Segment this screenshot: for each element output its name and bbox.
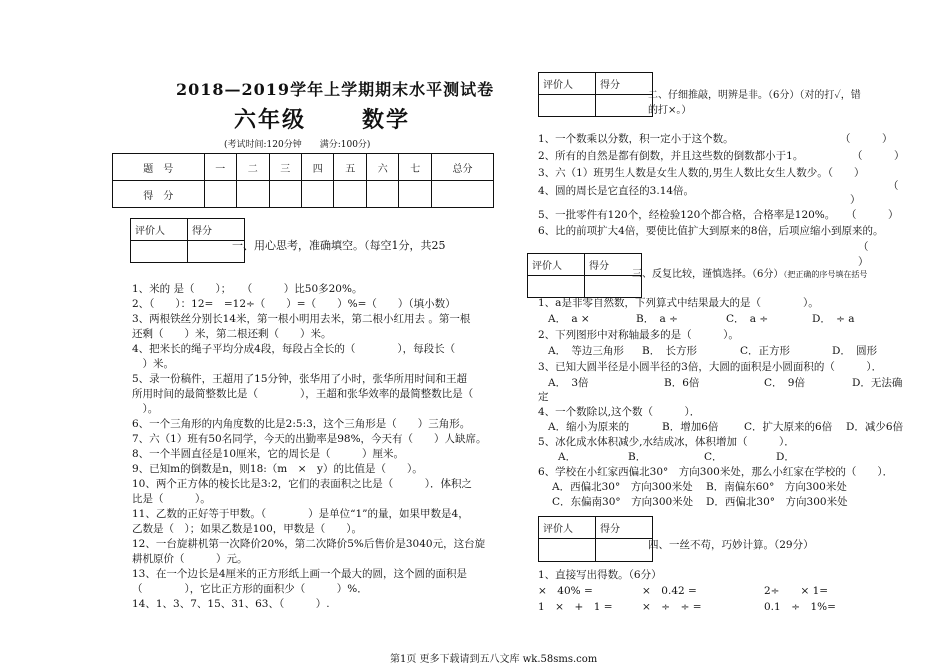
section3-heading — [632, 267, 867, 282]
score-header-cell: 三 — [269, 154, 301, 181]
score-entry-cell — [596, 539, 653, 562]
question-line: 8、一个半圆直径是10厘米，它的周长是（ ）厘米。 — [132, 448, 405, 460]
answer-paren[interactable]: （ ） — [846, 209, 899, 221]
judge-line: 6、比的前项扩大4倍，要使比值扩大到原来的8倍，后项应缩小到原来的。 — [538, 225, 884, 237]
option-a: A． 3倍 — [548, 377, 589, 389]
score-row-label: 得 分 — [113, 181, 205, 208]
exam-title: 2018—2019学年上学期期末水平测试卷 — [176, 80, 495, 99]
score-label: 得分 — [596, 73, 653, 95]
score-entry-cell — [596, 95, 653, 117]
option-b: B．6倍 — [664, 377, 700, 389]
question-line: 4、把米长的绳子平均分成4段，每段占全长的（ ），每段长（ — [132, 343, 456, 355]
section2-heading: 二、仔细推敲，明辨是非。（6分）（对的打✓，错 — [648, 90, 861, 101]
option-a: A． — [558, 451, 577, 463]
option-b: B．增加6倍 — [662, 421, 719, 433]
calc-item: × 0.42 = — [642, 585, 697, 597]
calc-item: × 40% = — [538, 585, 593, 597]
option-d: D． — [776, 451, 795, 463]
section3-heading-text: 三、反复比较，谨慎选择。（6分） — [632, 269, 784, 280]
option-b: B． 长方形 — [642, 345, 697, 357]
option-c: C．正方形 — [740, 345, 791, 357]
question-line: 5、录一份稿件，王超用了15分钟，张华用了小时，张华所用时间和王超 — [132, 373, 468, 385]
question-line: 乙数是（ ）；如果乙数是100，甲数是（ ）。 — [132, 523, 363, 535]
evaluator-cell — [539, 539, 596, 562]
option-a: A． 等边三角形 — [548, 345, 624, 357]
judge-line: 3、六（1）班男生人数是女生人数的,男生人数比女生人数少。（ ） — [538, 167, 865, 179]
section1-heading: 一、用心思考，准确填空。（每空1分，共25 — [232, 239, 446, 252]
question-line: 14、1、3、7、15、31、63、（ ）. — [132, 598, 330, 610]
question-line: ）米。 — [132, 358, 174, 370]
eval-box-1 — [130, 218, 245, 263]
question-line: 7、六（1）班有50名同学，今天的出勤率是98%，今天有（ ）人缺席。 — [132, 433, 487, 445]
option-c: C． — [704, 451, 723, 463]
question-line: 12、一台旋耕机第一次降价20%，第二次降价5%后售价是3040元，这台旋 — [132, 538, 486, 550]
option-a: A． a × — [548, 313, 590, 325]
evaluator-cell — [131, 241, 188, 263]
score-label: 得分 — [188, 219, 245, 241]
page-footer: 第1页 更多下载请到五八文库 wk.58sms.com — [390, 654, 598, 665]
option-b: B．南偏东60° 方向300米处 — [706, 481, 847, 493]
choice-question: 5、冰化成水体积减少,水结成冰，体积增加（ ）． — [538, 436, 795, 448]
option-d: D． 圆形 — [832, 345, 878, 357]
answer-paren[interactable]: ） — [858, 256, 869, 268]
score-cell — [431, 181, 493, 208]
choice-question: 2、下列图形中对称轴最多的是（ ）。 — [538, 329, 739, 341]
score-cell — [237, 181, 269, 208]
score-table — [112, 153, 494, 208]
score-cell — [399, 181, 431, 208]
answer-paren[interactable]: ） — [850, 194, 861, 206]
option-d: D．西偏北30° 方向300米处 — [706, 496, 848, 508]
subject-label: 数学 — [362, 107, 411, 133]
choice-question: 1、a是非零自然数，下列算式中结果最大的是（ ）。 — [538, 297, 819, 309]
calc-item: 0.1 ÷ 1%= — [764, 601, 836, 613]
judge-line: 1、一个数乘以分数，积一定小于这个数。 — [538, 133, 734, 145]
judge-line: 4、圆的周长是它直径的3.14倍。 — [538, 185, 695, 197]
score-header-cell: 四 — [302, 154, 334, 181]
score-header-cell: 五 — [334, 154, 366, 181]
answer-paren[interactable]: （ — [888, 180, 899, 192]
score-header-cell: 七 — [399, 154, 431, 181]
eval-box-3 — [527, 253, 642, 298]
evaluator-label: 评价人 — [539, 517, 596, 539]
question-line: 11、乙数的正好等于甲数。（ ）是单位“1”的量，如果甲数是4， — [132, 508, 469, 520]
option-d: D．无法确 — [852, 377, 903, 389]
answer-paren[interactable]: （ — [858, 241, 869, 253]
question-line: 13、在一个边长是4厘米的正方形纸上画一个最大的圆，这个圆的面积是 — [132, 568, 468, 580]
question-line: 6、一个三角形的内角度数的比是2:5:3，这个三角形是（ ）三角形。 — [132, 418, 471, 430]
score-label: 得分 — [585, 254, 642, 276]
option-c: C．东偏南30° 方向300米处 — [552, 496, 694, 508]
score-header-cell: 总分 — [431, 154, 493, 181]
evaluator-label: 评价人 — [131, 219, 188, 241]
question-line: 10、两个正方体的棱长比是3:2，它们的表面积之比是（ ）．体积之 — [132, 478, 473, 490]
section2-heading-cont: 的打×。） — [648, 105, 692, 116]
option-c: C． 9倍 — [764, 377, 805, 389]
answer-paren[interactable]: （ ） — [852, 150, 905, 162]
question-line: （ ），它比正方形的面积少（ ）%． — [132, 583, 368, 595]
question-line: 耕机原价（ ）元。 — [132, 553, 248, 565]
score-header-cell: 二 — [237, 154, 269, 181]
option-a: A．缩小为原来的 — [548, 421, 630, 433]
section4-heading: 四、一丝不苟，巧妙计算。（29分） — [648, 539, 814, 551]
question-line: ）。 — [132, 403, 159, 415]
option-b: B． — [628, 451, 647, 463]
answer-paren[interactable]: （ ） — [840, 133, 893, 145]
calc-item: × ÷ ÷ = — [642, 601, 702, 613]
option-d: D． ÷ a — [812, 313, 855, 325]
question-line: 9、已知m的倒数是n，则18:（m × y）的比值是（ ）。 — [132, 463, 423, 475]
section1-questions — [132, 282, 487, 612]
option-d: D．减少6倍 — [846, 421, 904, 433]
question-line: 2、（ ）：12= =12÷（ ）=（ ）%=（ ）（填小数） — [132, 298, 456, 310]
option-c: C． a ÷ — [726, 313, 769, 325]
option-d-cont: 定 — [538, 391, 549, 403]
section3-heading-note: （把正确的序号填在括号 — [783, 270, 868, 279]
option-a: A．西偏北30° 方向300米处 — [552, 481, 693, 493]
score-cell — [366, 181, 398, 208]
evaluator-cell — [528, 276, 585, 298]
question-line: 还剩（ ）米，第二根还剩（ ）米。 — [132, 328, 332, 340]
score-cell — [334, 181, 366, 208]
score-cell — [302, 181, 334, 208]
score-label: 得分 — [596, 517, 653, 539]
choice-question: 6、学校在小红家西偏北30° 方向300米处，那么小红家在学校的（ ）． — [538, 466, 894, 478]
eval-box-4 — [538, 516, 653, 562]
calc-item: 1 × + 1 = — [538, 601, 613, 613]
grade-label: 六年级 — [234, 107, 307, 133]
question-line: 1、米的 是（ ）； （ ）比50多20%。 — [132, 283, 363, 295]
question-line: 比是（ ）。 — [132, 493, 211, 505]
score-header-cell: 六 — [366, 154, 398, 181]
judge-line: 2、所有的自然是都有倒数，并且这些数的倒数都小于1。 — [538, 150, 804, 162]
score-header-cell: 一 — [204, 154, 236, 181]
score-cell — [204, 181, 236, 208]
calc-subheading: 1、直接写出得数。（6分） — [538, 569, 662, 581]
question-line: 3、两根铁丝分别长14米，第一根小明用去米，第二根小红用去 。第一根 — [132, 313, 471, 325]
exam-info: (考试时间:120分钟 满分:100分) — [224, 140, 371, 150]
choice-question: 3、已知大圆半径是小圆半径的3倍，大圆的面积是小圆面积的（ ）． — [538, 361, 883, 373]
option-b: B． a ÷ — [636, 313, 678, 325]
option-c: C．扩大原来的6倍 — [744, 421, 833, 433]
calc-item: 2÷ × 1= — [764, 585, 829, 597]
evaluator-cell — [539, 95, 596, 117]
evaluator-label: 评价人 — [539, 73, 596, 95]
eval-box-2 — [538, 72, 653, 117]
judge-line: 5、一批零件有120个，经检验120个都合格，合格率是120%。 — [538, 209, 836, 221]
question-line: 所用时间的最简整数比是（ ），王超和张华效率的最简整数比是（ — [132, 388, 474, 400]
score-cell — [269, 181, 301, 208]
score-header-cell: 题 号 — [113, 154, 205, 181]
choice-question: 4、一个数除以,这个数（ ）． — [538, 406, 701, 418]
evaluator-label: 评价人 — [528, 254, 585, 276]
